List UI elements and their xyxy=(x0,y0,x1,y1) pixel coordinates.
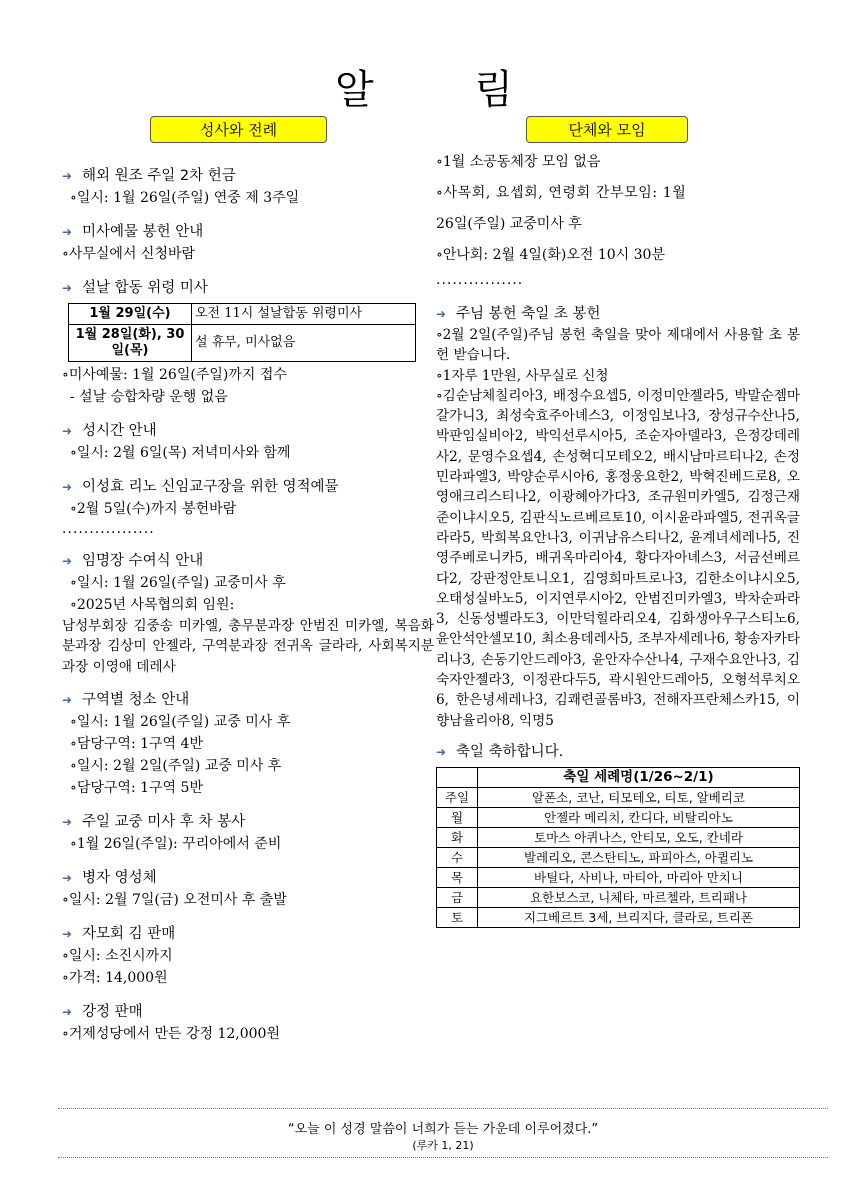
notice-line: ∘1월 26일(주일): 꾸리아에서 준비 xyxy=(70,835,282,852)
table-cell: 주일 xyxy=(437,787,478,807)
notice-sick-communion xyxy=(62,867,434,911)
notice-line: ∘일시: 2월 7일(금) 오전미사 후 출발 xyxy=(62,891,287,908)
table-row xyxy=(437,907,800,927)
table-cell: 지그베르트 3세, 브리지다, 클라로, 트리폰 xyxy=(478,907,800,927)
table-cell: 토 xyxy=(437,907,478,927)
notice-heading: 주일 교중 미사 후 차 봉사 xyxy=(82,813,246,830)
notice-heading: 해외 원조 주일 2차 헌금 xyxy=(82,168,236,184)
arrow-bullet-icon: ➜ xyxy=(62,424,73,438)
notice-tea-service xyxy=(62,811,434,855)
arrow-bullet-icon: ➜ xyxy=(436,744,447,759)
table-header-row xyxy=(437,767,800,787)
page-title: 알 림 xyxy=(335,67,557,113)
table-cell: 발레리오, 콘스탄티노, 파피아스, 아퀼리노 xyxy=(478,847,800,867)
table-row xyxy=(437,887,800,907)
notice-line: ∘사목회, 요셉회, 연령회 간부모임: 1월 xyxy=(436,185,687,201)
table-cell: 1월 29일(수) xyxy=(69,304,192,325)
arrow-bullet-icon: ➜ xyxy=(62,480,73,494)
notice-heading: 축일 축하합니다. xyxy=(456,743,564,760)
notice-line: - 설날 승합차량 운행 없음 xyxy=(70,389,228,405)
notice-heading: 자모회 김 판매 xyxy=(82,925,176,942)
notice-heading: 주님 봉헌 축일 초 봉헌 xyxy=(456,306,601,322)
notice-memorial-mass xyxy=(62,277,434,408)
arrow-bullet-icon: ➜ xyxy=(62,554,73,568)
feast-names-table xyxy=(436,767,800,928)
table-cell: 요한보스코, 니체타, 마르첼라, 트리패나 xyxy=(478,887,800,907)
notice-line: 26일(주일) 교중미사 후 xyxy=(436,216,582,232)
notice-seaweed-sale xyxy=(62,923,434,989)
arrow-bullet-icon: ➜ xyxy=(62,814,73,829)
notice-line: ∘일시: 1월 26일(주일) 연중 제 3주일 xyxy=(70,190,300,206)
table-row xyxy=(437,847,800,867)
arrow-bullet-icon: ➜ xyxy=(62,692,73,707)
arrow-bullet-icon: ➜ xyxy=(62,281,73,295)
notice-heading: 병자 영성체 xyxy=(82,869,157,886)
table-row xyxy=(437,807,800,827)
left-column xyxy=(62,116,434,1045)
notice-holy-hour xyxy=(62,420,434,464)
notice-line: ∘일시: 1월 26일(주일) 교중미사 후 xyxy=(70,575,286,591)
notice-line: ∘미사예물: 1월 26일(주일)까지 접수 xyxy=(62,367,287,383)
arrow-bullet-icon: ➜ xyxy=(62,1004,73,1019)
table-row xyxy=(437,827,800,847)
notice-line: ∘일시: 소진시까지 xyxy=(62,947,173,964)
notice-candle-offering xyxy=(436,303,800,731)
notice-line: ∘담당구역: 1구역 4반 xyxy=(70,735,203,752)
notice-line: ∘사무실에서 신청바람 xyxy=(62,246,196,262)
table-header-cell xyxy=(437,767,478,787)
table-cell: 토마스 아퀴나스, 안티모, 오도, 칸네라 xyxy=(478,827,800,847)
table-cell: 1월 28일(화), 30일(목) xyxy=(69,325,192,362)
notice-heading: 이성효 리노 신임교구장을 위한 영적예물 xyxy=(82,479,339,495)
table-header-cell: 축일 세례명(1/26~2/1) xyxy=(478,767,800,787)
table-cell: 바틸다, 사비나, 마티아, 마리아 만치니 xyxy=(478,867,800,887)
notice-heading: 강정 판매 xyxy=(82,1003,143,1020)
table-row xyxy=(437,867,800,887)
table-cell: 월 xyxy=(437,807,478,827)
notice-feast-days xyxy=(436,741,800,928)
notice-heading: 설날 합동 위령 미사 xyxy=(82,280,208,296)
table-row xyxy=(437,787,800,807)
memorial-schedule-table xyxy=(68,303,416,362)
table-row xyxy=(69,325,416,362)
arrow-bullet-icon: ➜ xyxy=(62,870,73,885)
notice-line: ∘거제성당에서 만든 강정 12,000원 xyxy=(62,1025,280,1042)
notice-line: ∘일시: 2월 6일(목) 저녁미사와 함께 xyxy=(70,445,291,461)
notice-line: ∘담당구역: 1구역 5반 xyxy=(70,779,203,796)
arrow-bullet-icon: ➜ xyxy=(62,169,73,183)
table-cell: 목 xyxy=(437,867,478,887)
notice-line: ∘일시: 2월 2일(주일) 교중 미사 후 xyxy=(70,757,282,774)
notice-heading: 임명장 수여식 안내 xyxy=(82,553,204,569)
arrow-bullet-icon: ➜ xyxy=(62,225,73,239)
scripture-footer xyxy=(58,1108,828,1158)
notice-mass-offering xyxy=(62,221,434,265)
notice-paragraph: ∘1자루 1만원, 사무실로 신청 xyxy=(436,367,609,384)
dotted-separator: ................ xyxy=(436,272,524,288)
table-cell: 알폰소, 코난, 티모테오, 티토, 알베리코 xyxy=(478,787,800,807)
arrow-bullet-icon: ➜ xyxy=(62,926,73,941)
notice-line: ∘2025년 사목협의회 임원: xyxy=(70,597,235,613)
notice-line: ∘가격: 14,000원 xyxy=(62,969,168,986)
notice-heading: 미사예물 봉헌 안내 xyxy=(82,224,204,240)
notice-cleaning xyxy=(62,689,434,799)
table-cell: 화 xyxy=(437,827,478,847)
table-cell: 수 xyxy=(437,847,478,867)
notice-line: ∘일시: 1월 26일(주일) 교중 미사 후 xyxy=(70,713,291,730)
table-cell: 안젤라 메리치, 칸디다, 비탈리아노 xyxy=(478,807,800,827)
notice-gangjeong-sale xyxy=(62,1001,434,1045)
notice-line: ∘안나회: 2월 4일(화)오전 10시 30분 xyxy=(436,247,665,263)
notice-appointment xyxy=(62,550,434,677)
scripture-reference: (루카 1, 21) xyxy=(412,1139,474,1152)
table-row xyxy=(69,304,416,325)
table-cell: 금 xyxy=(437,887,478,907)
notice-line: ∘2월 5일(수)까지 봉헌바람 xyxy=(70,501,237,517)
notice-overseas-collection xyxy=(62,165,434,209)
notice-heading: 성시간 안내 xyxy=(82,423,157,439)
arrow-bullet-icon: ➜ xyxy=(436,307,447,321)
notice-spiritual-offering xyxy=(62,476,434,538)
section-banner-groups: 단체와 모임 xyxy=(526,116,688,143)
donor-list: ∘김순남체칠리아3, 배정수요셉5, 이정미안젤라5, 박말순젬마갈가니3, 최성숙효주아녜스3, 이정임보나3, 장성규수산나5, 박판임실비아2, 박익선루시아5, 조순자아델라3, 은정강데레사2, 문영수요셉4, 손성혁디모테오2, 배시남마르티나2, 손정민라파엘3, 박양순루시아6, 홍정웅요한2, 박혁진베드로8, 오영애크리스티나2, 이광혜아가다3, 조규원미카엘5, 김정근재준이냐시오5, 김판식노르베르토10, 이시윤라파엘5, 전귀옥글라라5, 박희복요안나3, 이귀남유스티나2, 윤계녀세레나5, 진영주베로니카5, 배귀옥마리아4, 황다자아녜스3, 서금선베르다2, 강판정안토니오1, 김영희마트로나3, 김한소이냐시오5, 오태성실바노5, 이지연루시아2, 안범진미카엘3, 박차순파라3, 신동성벨라도3, 이만덕힐라리오4, 김화생아우구스티노6, 윤안석안셀모10, 최소용데레사5, 조부자세레나6, 황송자카타리나3, 손동기안드레아3, 윤안자수산나4, 구재수요안나3, 김숙자안젤라3, 이정관다두5, 곽시원안드레아5, 오형석루치오6, 한은녕세레나3, 김쾌련골롬바3, 전해자프란체스카15, 이향남율리아8, 익명5 xyxy=(436,387,800,729)
notice-line: ∘1월 소공동체장 모임 없음 xyxy=(436,154,601,170)
right-column xyxy=(436,116,800,928)
scripture-quote: “오늘 이 성경 말씀이 너희가 듣는 가운데 이루어졌다.” xyxy=(287,1122,599,1137)
table-cell: 오전 11시 설날합동 위령미사 xyxy=(192,304,416,325)
dotted-separator: ................. xyxy=(62,521,155,537)
table-cell: 설 휴무, 미사없음 xyxy=(192,325,416,362)
section-banner-liturgy: 성사와 전례 xyxy=(150,116,327,143)
notice-paragraph: 남성부회장 김중송 미카엘, 총무분과장 안범진 미카엘, 복음화분과장 김상미 안젤라, 구역분과장 전귀옥 글라라, 사회복지분과장 이영애 데레사 xyxy=(62,618,434,675)
notice-heading: 구역별 청소 안내 xyxy=(82,691,190,708)
notice-paragraph: ∘2월 2일(주일)주님 봉헌 축일을 맞아 제대에서 사용할 초 봉헌 받습니다. xyxy=(436,327,800,364)
